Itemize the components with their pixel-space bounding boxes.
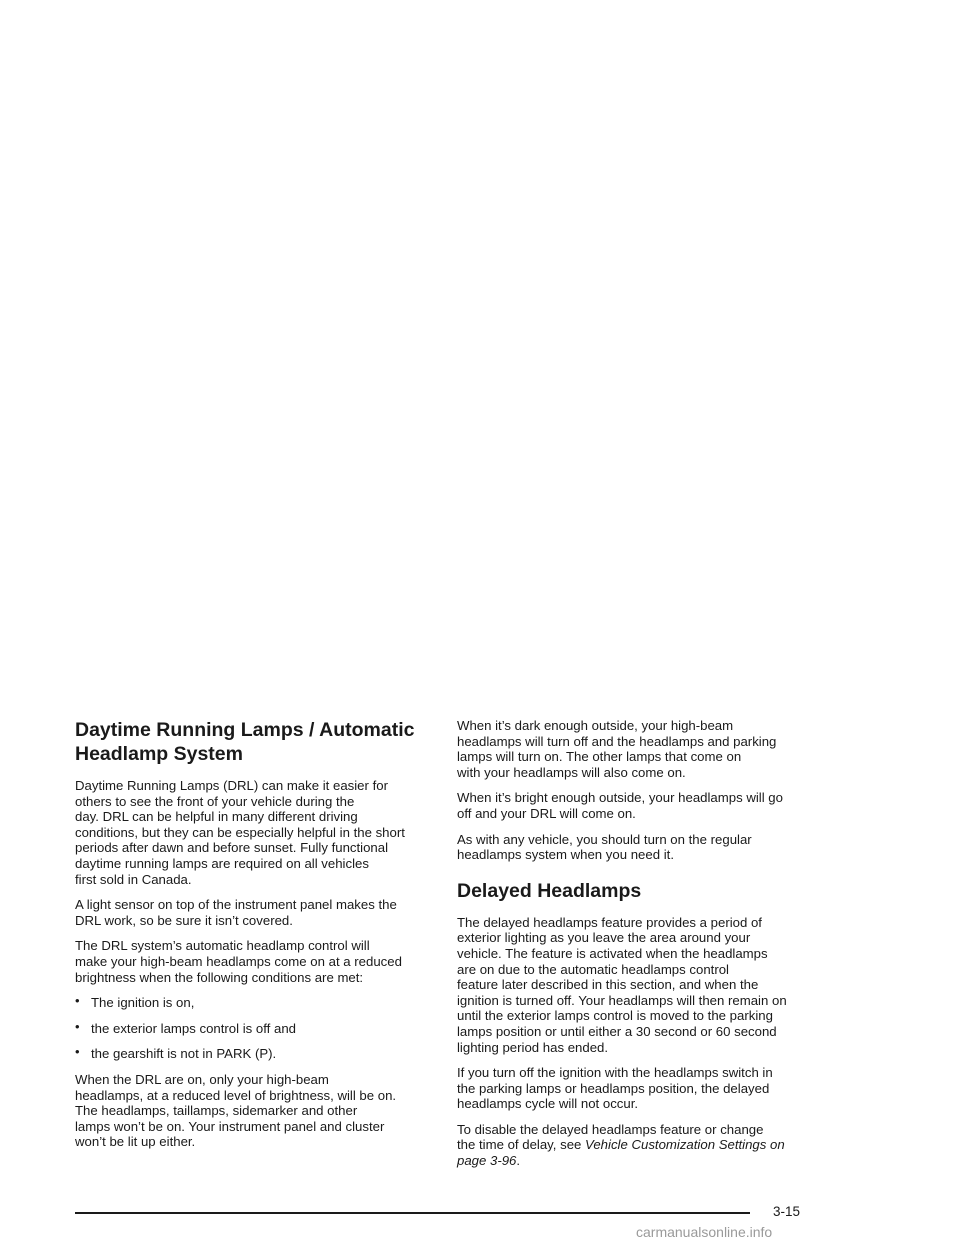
- section-heading-drl: Daytime Running Lamps / Automatic Headlamp System: [75, 719, 415, 765]
- page-number: 3-15: [773, 1204, 801, 1219]
- paragraph: When it’s dark enough outside, your high-beam headlamps will turn off and the headlamps and parking lamps will turn on. The other lamps that come on with your headlamps will also come on.: [457, 718, 777, 780]
- cross-reference-link[interactable]: Vehicle Customization Settings on page 3-96: [457, 1137, 785, 1169]
- watermark: carmanualsonline.info: [636, 1224, 773, 1240]
- paragraph: A light sensor on top of the instrument panel makes the DRL work, so be sure it isn’t covered.: [75, 897, 397, 928]
- list-item: [75, 995, 435, 1011]
- list-item-text: The ignition is on,: [91, 995, 195, 1011]
- paragraph: As with any vehicle, you should turn on the regular headlamps system when you need it.: [457, 831, 752, 863]
- footer-rule: [75, 1212, 750, 1214]
- paragraph: The delayed headlamps feature provides a period of exterior lighting as you leave the area around your vehicle. The feature is activated when the headlamps are on due to the automatic headlamps control feature later described in this section, and when the ignition is turned off. Your headlamps will then remain on until the exterior lamps control is moved to the parking lamps position or until either a 30 second or 60 second lighting period has ended.: [457, 914, 787, 1055]
- paragraph: Daytime Running Lamps (DRL) can make it easier for others to see the front of your vehicle during the day. DRL can be helpful in many different driving conditions, but they can be especially helpful in the short periods after dawn and before sunset. Fully functional daytime running lamps are required on all vehicles first sold in Canada.: [75, 778, 405, 887]
- bullet-icon: •: [75, 1018, 80, 1034]
- right-column: [457, 718, 819, 1179]
- paragraph: The DRL system’s automatic headlamp control will make your high-beam headlamps come on at a reduced brightness when the following conditions are met:: [75, 938, 402, 985]
- bullet-icon: •: [75, 993, 80, 1009]
- paragraph: When the DRL are on, only your high-beam headlamps, at a reduced level of brightness, will be on. The headlamps, taillamps, sidemarker and other lamps won’t be on. Your instrument panel and cluster won’t be lit up either.: [75, 1071, 397, 1150]
- left-column: [75, 718, 435, 1160]
- list-item-text: the exterior lamps control is off and: [91, 1020, 296, 1036]
- paragraph-text: .: [516, 1153, 521, 1169]
- section-heading-delayed-headlamps: Delayed Headlamps: [457, 879, 642, 902]
- list-item: [75, 1046, 435, 1062]
- paragraph: When it’s bright enough outside, your headlamps will go off and your DRL will come on.: [457, 790, 783, 821]
- bullet-icon: •: [75, 1044, 80, 1060]
- paragraph: If you turn off the ignition with the headlamps switch in the parking lamps or headlamps position, the delayed headlamps cycle will not occur.: [457, 1065, 773, 1112]
- list-item-text: the gearshift is not in PARK (P).: [91, 1046, 277, 1062]
- paragraph-text: To disable the delayed headlamps feature or change the time of delay, see: [457, 1121, 764, 1153]
- paragraph: [457, 1122, 819, 1169]
- list-item: [75, 1018, 435, 1037]
- conditions-list: [75, 995, 435, 1062]
